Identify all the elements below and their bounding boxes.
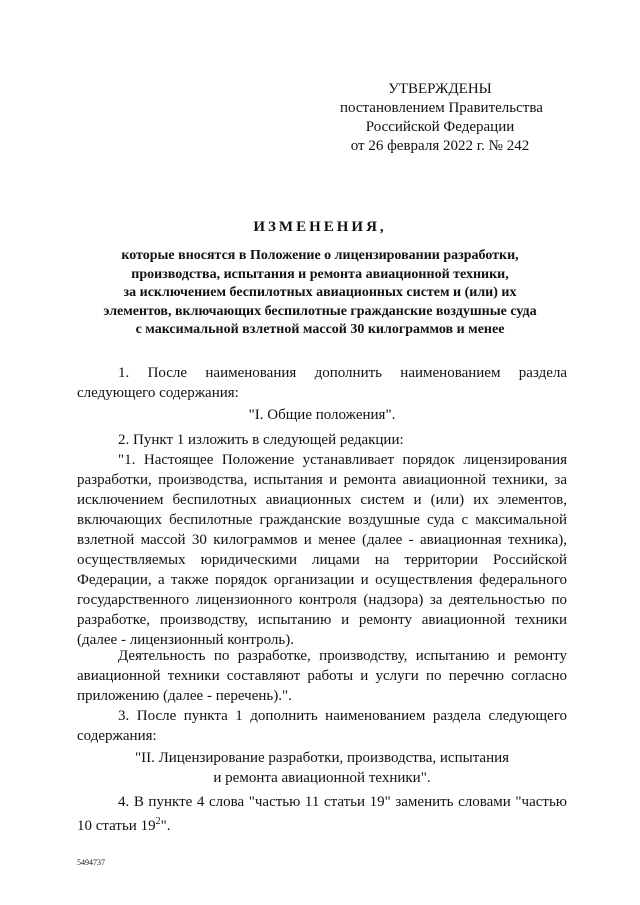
subtitle-line-1: которые вносятся в Положение о лицензировании разработки, [121,248,519,263]
paragraph-2-quote-continuation: Деятельность по разработке, производству, испытанию и ремонту авиационной техники составляют работы и услуги по перечню согласно приложению (далее - перечень).". [77,648,567,704]
approval-line-1: УТВЕРЖДЕНЫ [388,81,492,97]
document-subtitle [60,247,580,340]
approval-block [340,80,543,156]
subtitle-line-2: производства, испытания и ремонта авиационной техники, [131,266,509,282]
paragraph-2-quote: "1. Настоящее Положение устанавливает порядок лицензирования разработки, производства, испытания и ремонта авиационной техники, за исключением беспилотных авиационных систем и (или) их элементов, включающих беспилотные гражданские воздушные суда с максимальной взлетной массой 30 килограммов и менее (далее - авиационная техника), осуществляемых юридическими лицами на территории Российской Федерации, а также порядок организации и осуществления федерального государственного лицензионного контроля (надзора) за деятельностью по разработке, производству, испытанию и ремонту авиационной техники (далее - лицензионный контроль). [77,452,567,648]
approval-line-2: постановлением Правительства [340,100,543,116]
paragraph-3: 3. После пункта 1 дополнить наименованием раздела следующего содержания: [77,708,567,744]
paragraph-4-text: 4. В пункте 4 слова "частью 11 статьи 19" заменить словами "частью 10 статьи 19 [77,794,567,834]
subtitle-line-4: элементов, включающих беспилотные гражданские воздушные суда [103,303,537,319]
paragraph-4-end: ". [160,818,171,834]
document-number: 5494737 [77,858,105,867]
subtitle-line-3: за исключением беспилотных авиационных систем и (или) их [123,285,517,300]
paragraph-4 [77,792,567,836]
approval-line-4: от 26 февраля 2022 г. № 242 [350,138,530,154]
subtitle-line-5: с максимальной взлетной массой 30 килограммов и менее [135,322,505,337]
paragraph-3-quote-line-2: и ремонта авиационной техники". [213,770,431,786]
paragraph-2: 2. Пункт 1 изложить в следующей редакции: [118,432,404,448]
approval-line-3: Российской Федерации [365,119,515,135]
document-title: ИЗМЕНЕНИЯ, [253,219,387,235]
paragraph-4-superscript: 2 [155,816,161,827]
paragraph-3-quote-line-1: "II. Лицензирование разработки, производства, испытания [134,750,510,766]
paragraph-1: 1. После наименования дополнить наименованием раздела следующего содержания: [77,365,567,401]
paragraph-1-quote: "I. Общие положения". [248,407,396,423]
paragraph-3-quote [77,748,567,788]
